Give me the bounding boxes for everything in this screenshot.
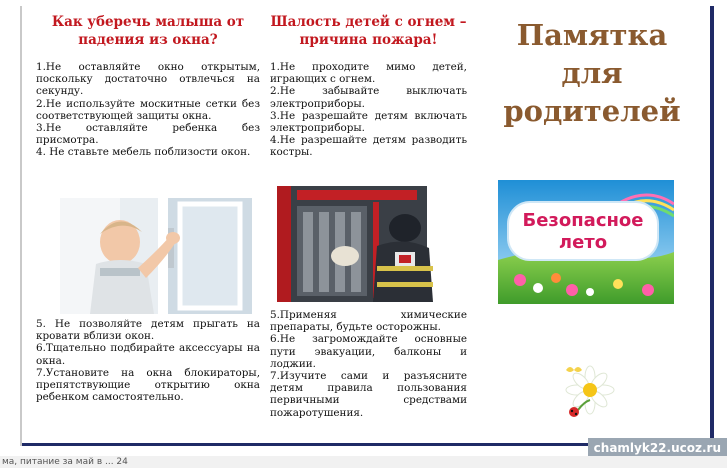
window-tip: 7.Установите на окна блокираторы, препятствующие открытию окна ребенком самостоятельно. [36, 366, 260, 404]
title-line: родителей [503, 94, 681, 128]
fire-tips-top [270, 61, 467, 159]
column-fire-safety [270, 6, 467, 419]
window-tips-top [36, 61, 260, 159]
badge-line: Безопасное [522, 210, 644, 231]
fire-tip: 6.Не загромождайте основные пути эвакуации, балконы и лоджии. [270, 333, 467, 370]
fire-tip: 4.Не разрешайте детям разводить костры. [270, 134, 467, 159]
chamomile-ladybug-icon [558, 358, 618, 418]
window-tips-bottom [36, 318, 260, 403]
cover-title [492, 16, 692, 130]
fire-tip: 2.Не забывайте выключать электроприборы. [270, 85, 467, 110]
title-line: Памятка [516, 18, 668, 52]
firefighter-photo [277, 186, 447, 302]
fire-tips-bottom [270, 309, 467, 419]
window-tip: 4. Не ставьте мебель поблизости окон. [36, 146, 251, 159]
window-safety-heading: Как уберечь малыша от падения из окна? [51, 14, 245, 48]
fire-tip: 3.Не разрешайте детям включать электроприборы. [270, 109, 467, 135]
column-cover [492, 6, 692, 253]
badge-line: лето [558, 232, 608, 253]
window-tip: 6.Тщательно подбирайте аксессуары на окна. [36, 342, 260, 367]
fire-tip: 5.Применяя химические препараты, будьте осторожны. [270, 309, 467, 334]
fire-tip: 7.Изучите сами и разъясните детям правила пользования первичными средствами пожаротушения. [270, 370, 467, 419]
fire-safety-heading: Шалость детей с огнем – причина пожара! [270, 14, 467, 48]
title-line: для [561, 56, 623, 90]
safe-summer-illustration [498, 180, 674, 304]
window-tip: 2.Не используйте москитные сетки без соответствующей защиты окна. [36, 97, 260, 122]
bottom-strip: ма, питание за май в ... 24 [0, 456, 727, 468]
fire-tip: 1.Не проходите мимо детей, играющих с огнем. [270, 61, 467, 86]
column-window-safety [36, 6, 260, 404]
window-tip: 1.Не оставляйте окно открытым, поскольку достаточно отвлечься на секунду. [36, 61, 260, 98]
window-tip: 3.Не оставляйте ребенка без присмотра. [36, 122, 260, 147]
window-tip: 5. Не позволяйте детям прыгать на кровати вблизи окон. [36, 318, 260, 343]
site-watermark: chamlyk22.ucoz.ru [588, 438, 727, 458]
child-at-window-photo [60, 198, 252, 314]
brochure [22, 6, 714, 446]
badge-text-block [508, 210, 658, 254]
